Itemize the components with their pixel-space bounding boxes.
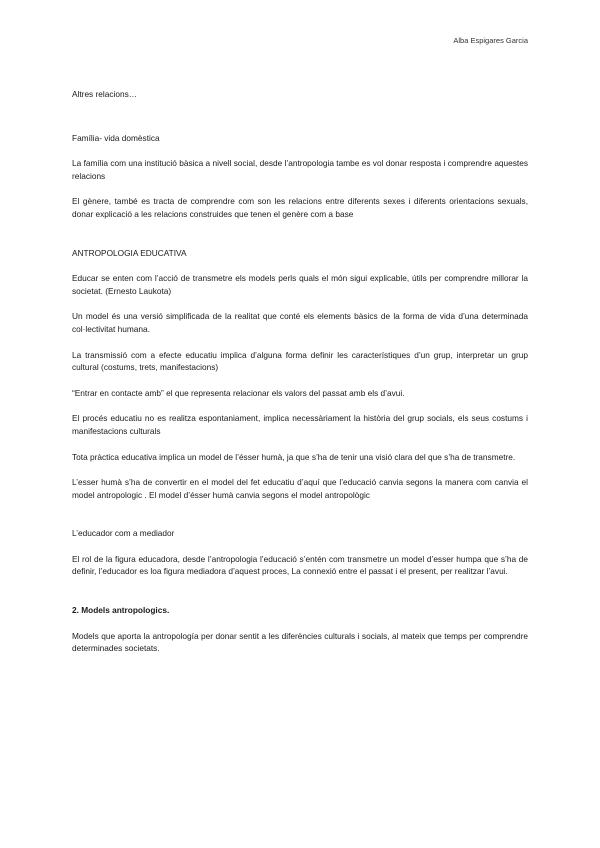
paragraph-antropologia-4: “Entrar en contacte amb” el que representa relacionar els valors del passat amb els d’avui. <box>72 387 405 398</box>
section-title-altres-relacions: Altres relacions… <box>72 89 138 99</box>
paragraph-models-1: Models que aporta la antropología per donar sentit a les diferències culturals i socials, al mateix que temps per comprendre determinades societats. <box>72 630 528 654</box>
paragraph-antropologia-5: El procés educatiu no es realitza espontaniament, implica necessàriament la història del grup socials, els seus costums i manifestacions culturals <box>72 413 528 436</box>
section-title-models: 2. Models antropologics. <box>72 605 170 616</box>
section-title-educador-mediador: L’educador com a mediador <box>72 528 175 539</box>
paragraph-familia-2: El gènere, també es tracta de comprendre com son les relacions entre diferents sexes i diferents orientacions sexuals, donar explicació a les relacions construides que tenen el genère com a base <box>72 196 528 219</box>
paragraph-antropologia-1: Educar se enten com l’acció de transmetre els models perls quals el món sigui explicable, útils per comprendre millorar la societat. (Ernesto Laukota) <box>72 273 528 296</box>
header-author: Alba Espigares Garcia <box>453 36 528 45</box>
document-body <box>72 88 528 655</box>
paragraph-educador-1: El rol de la figura educadora, desde l’antropologia l’educació s’entén com transmetre un model d’esser humpa que s’ha de definir, l’educador es loa figura mediadora d’aquest proces, La connexió entre el passat i el present, per realitzar l’avui. <box>72 553 528 577</box>
paragraph-antropologia-6: Tota pràctica educativa implica un model de l’ésser humà, ja que s’ha de tenir una visió clara del que s’ha de transmetre. <box>72 451 516 462</box>
section-title-antropologia-educativa: ANTROPOLOGIA EDUCATIVA <box>72 247 187 258</box>
paragraph-antropologia-3: La transmissió com a efecte educatiu implica d’alguna forma definir les característiques d’un grup, interpretar un grup cultural (costums, trets, manifestacions) <box>72 349 528 373</box>
section-title-familia: Família- vida domèstica <box>72 132 160 143</box>
paragraph-familia-1: La família com una institució bàsica a nivell social, desde l’antropologia tambe es vol donar resposta i comprendre aquestes relacions <box>72 158 528 181</box>
paragraph-antropologia-7: L’esser humà s’ha de convertir en el model del fet educatiu d’aquí que l’educació canvia segons la manera com canvia el model antropologic . El model d’ésser humà canvia segons el model antropològic <box>72 477 528 500</box>
paragraph-antropologia-2: Un model és una versió simplificada de la realitat que conté els elements bàsics de la forma de vida d’una determinada col·lectivitat humana. <box>72 311 528 334</box>
